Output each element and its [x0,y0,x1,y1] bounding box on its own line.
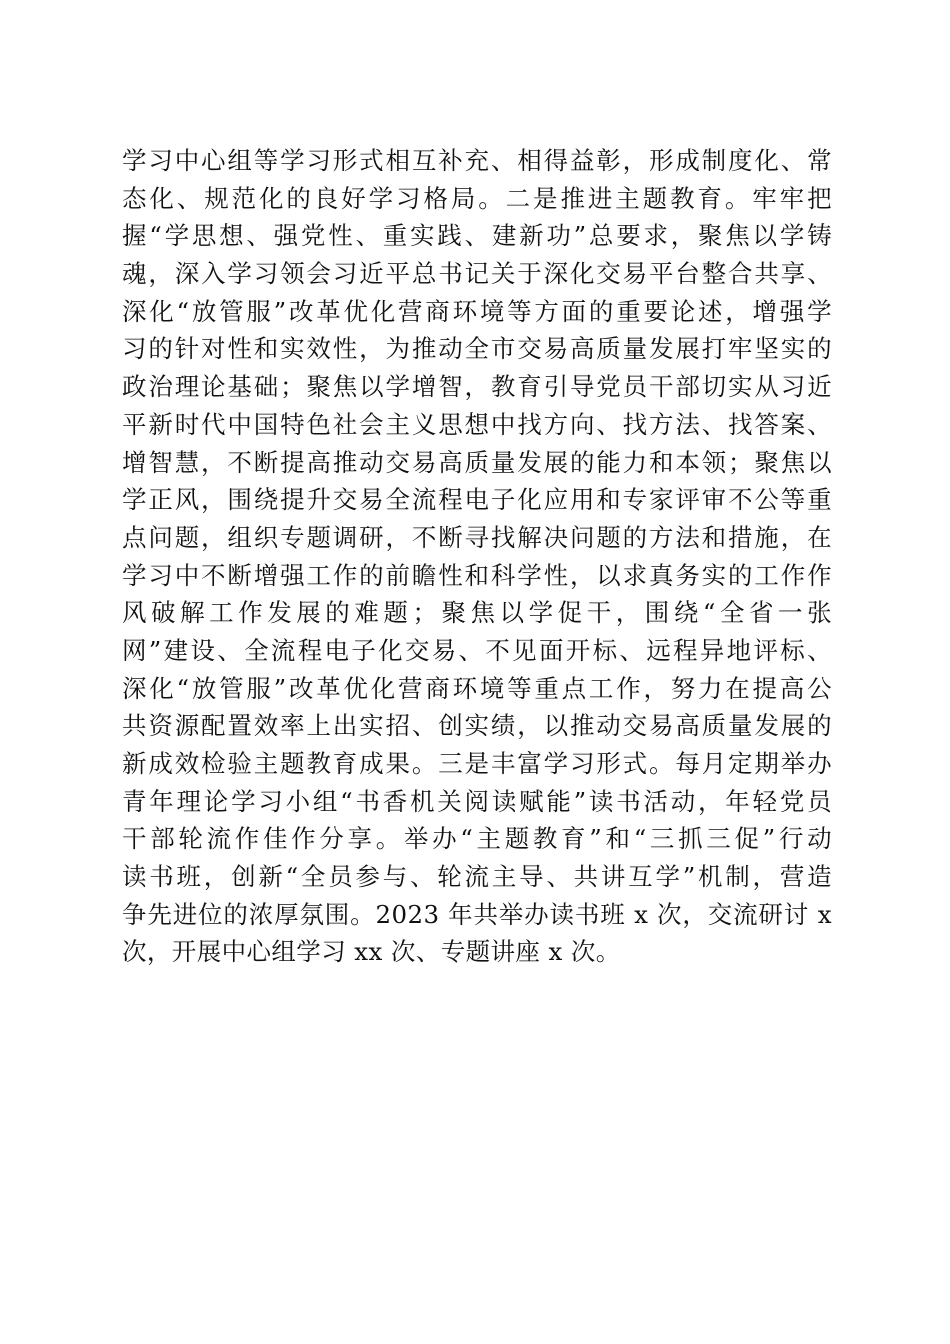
text-line: 青年理论学习小组“书香机关阅读赋能”读书活动，年轻党员 [122,786,832,816]
text-line: 风破解工作发展的难题；聚焦以学促干，围绕“全省一张 [122,598,832,628]
text-line: 深化“放管服”改革优化营商环境等重点工作，努力在提高公 [122,673,832,703]
text-line: 争先进位的浓厚氛围。2023 年共举办读书班 x 次，交流研讨 x [122,899,832,929]
text-line: 政治理论基础；聚焦以学增智，教育引导党员干部切实从习近 [122,372,832,402]
text-line: 态化、规范化的良好学习格局。二是推进主题教育。牢牢把 [122,183,832,213]
text-line: 干部轮流作佳作分享。举办“主题教育”和“三抓三促”行动 [122,824,832,854]
text-line: 魂，深入学习领会习近平总书记关于深化交易平台整合共享、 [122,259,832,289]
text-line: 平新时代中国特色社会主义思想中找方向、找方法、找答案、 [122,409,832,439]
body-paragraph [122,142,832,971]
text-line: 增智慧，不断提高推动交易高质量发展的能力和本领；聚焦以 [122,447,832,477]
text-line: 新成效检验主题教育成果。三是丰富学习形式。每月定期举办 [122,749,832,778]
text-line: 点问题，组织专题调研，不断寻找解决问题的方法和措施，在 [122,522,832,552]
text-line: 深化“放管服”改革优化营商环境等方面的重要论述，增强学 [122,296,832,326]
text-line: 网”建设、全流程电子化交易、不见面开标、远程异地评标、 [122,635,832,665]
text-line: 习的针对性和实效性，为推动全市交易高质量发展打牢坚实的 [122,334,832,364]
text-line: 学习中不断增强工作的前瞻性和科学性，以求真务实的工作作 [122,560,832,590]
text-line: 学正风，围绕提升交易全流程电子化应用和专家评审不公等重 [122,485,832,515]
text-line: 共资源配置效率上出实招、创实绩，以推动交易高质量发展的 [122,711,832,741]
text-line: 次，开展中心组学习 xx 次、专题讲座 x 次。 [122,937,621,967]
text-line: 读书班，创新“全员参与、轮流主导、共讲互学”机制，营造 [122,862,832,892]
text-line: 学习中心组等学习形式相互补充、相得益彰，形成制度化、常 [122,146,832,175]
text-line: 握“学思想、强党性、重实践、建新功”总要求，聚焦以学铸 [122,221,832,251]
